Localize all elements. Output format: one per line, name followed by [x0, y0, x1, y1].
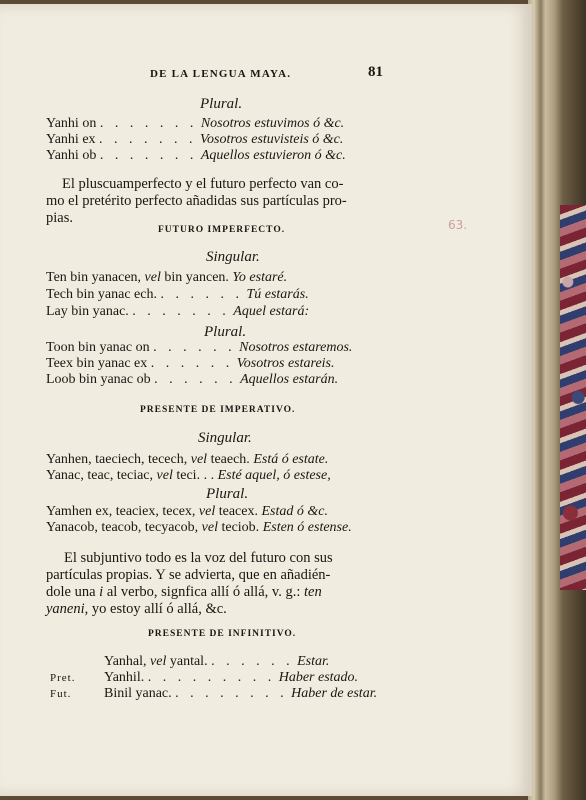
singular-heading: Singular. [206, 249, 260, 265]
conjugation-row: Pret. Yanhil. . . . . . . . . . Haber estado. [50, 670, 359, 685]
conjugation-row: Loob bin yanac ob . . . . . . Aquellos estarán. [46, 372, 339, 387]
conjugation-row: Toon bin yanac on . . . . . . Nosotros estaremos. [46, 340, 353, 355]
conjugation-row: Yanhi on . . . . . . . Nosotros estuvimos ó &c. [46, 116, 345, 131]
paragraph-line: partículas propias. Y se advierta, que en añadién- [46, 567, 331, 583]
conjugation-row: Ten bin yanacen, vel bin yancen. Yo estaré. [46, 270, 288, 285]
section-heading: PRESENTE DE INFINITIVO. [148, 629, 297, 639]
conjugation-row: Lay bin yanac. . . . . . . . Aquel estará: [46, 304, 310, 319]
conjugation-row: Yanhi ex . . . . . . . Vosotros estuvisteis ó &c. [46, 132, 344, 147]
conjugation-row: Tech bin yanac ech. . . . . . . Tú estarás. [46, 287, 309, 302]
pencil-annotation: 63. [448, 218, 468, 232]
conjugation-row: Yanhen, taeciech, tecech, vel teaech. Está ó estate. [46, 452, 329, 467]
paragraph-line: mo el pretérito perfecto añadidas sus partículas pro- [46, 193, 347, 209]
conjugation-row: Fut. Binil yanac. . . . . . . . . Haber de estar. [50, 686, 378, 701]
paragraph-line: pias. [46, 210, 73, 226]
paragraph-line: El subjuntivo todo es la voz del futuro con sus [64, 550, 333, 566]
conjugation-row: Yanac, teac, teciac, vel teci. . . Esté aquel, ó estese, [46, 468, 331, 483]
plural-heading: Plural. [206, 486, 249, 502]
conjugation-row: Yamhen ex, teaciex, tecex, vel teacex. Estad ó &c. [46, 504, 328, 519]
marbled-endpaper [560, 205, 586, 590]
paragraph-line: yaneni, yo estoy allí ó allá, &c. [46, 601, 227, 617]
conjugation-row: Yanacob, teacob, tecyacob, vel teciob. Esten ó estense. [46, 520, 352, 535]
plural-heading: Plural. [200, 96, 243, 112]
page [0, 4, 532, 796]
running-title: DE LA LENGUA MAYA. [150, 68, 292, 80]
paragraph-line: El pluscuamperfecto y el futuro perfecto van co- [62, 176, 344, 192]
singular-heading: Singular. [198, 430, 252, 446]
paragraph-line: dole una i al verbo, signfica allí ó allá, v. g.: ten [46, 584, 322, 600]
page-number: 81 [368, 64, 383, 80]
plural-heading: Plural. [204, 324, 247, 340]
conjugation-row: Yanhi ob . . . . . . . Aquellos estuvieron ó &c. [46, 148, 346, 163]
conjugation-row: Yanhal, vel yantal. . . . . . . Estar. [104, 654, 330, 669]
section-heading: PRESENTE DE IMPERATIVO. [140, 405, 296, 415]
conjugation-row: Teex bin yanac ex . . . . . . Vosotros estareis. [46, 356, 335, 371]
section-heading: FUTURO IMPERFECTO. [158, 225, 286, 235]
